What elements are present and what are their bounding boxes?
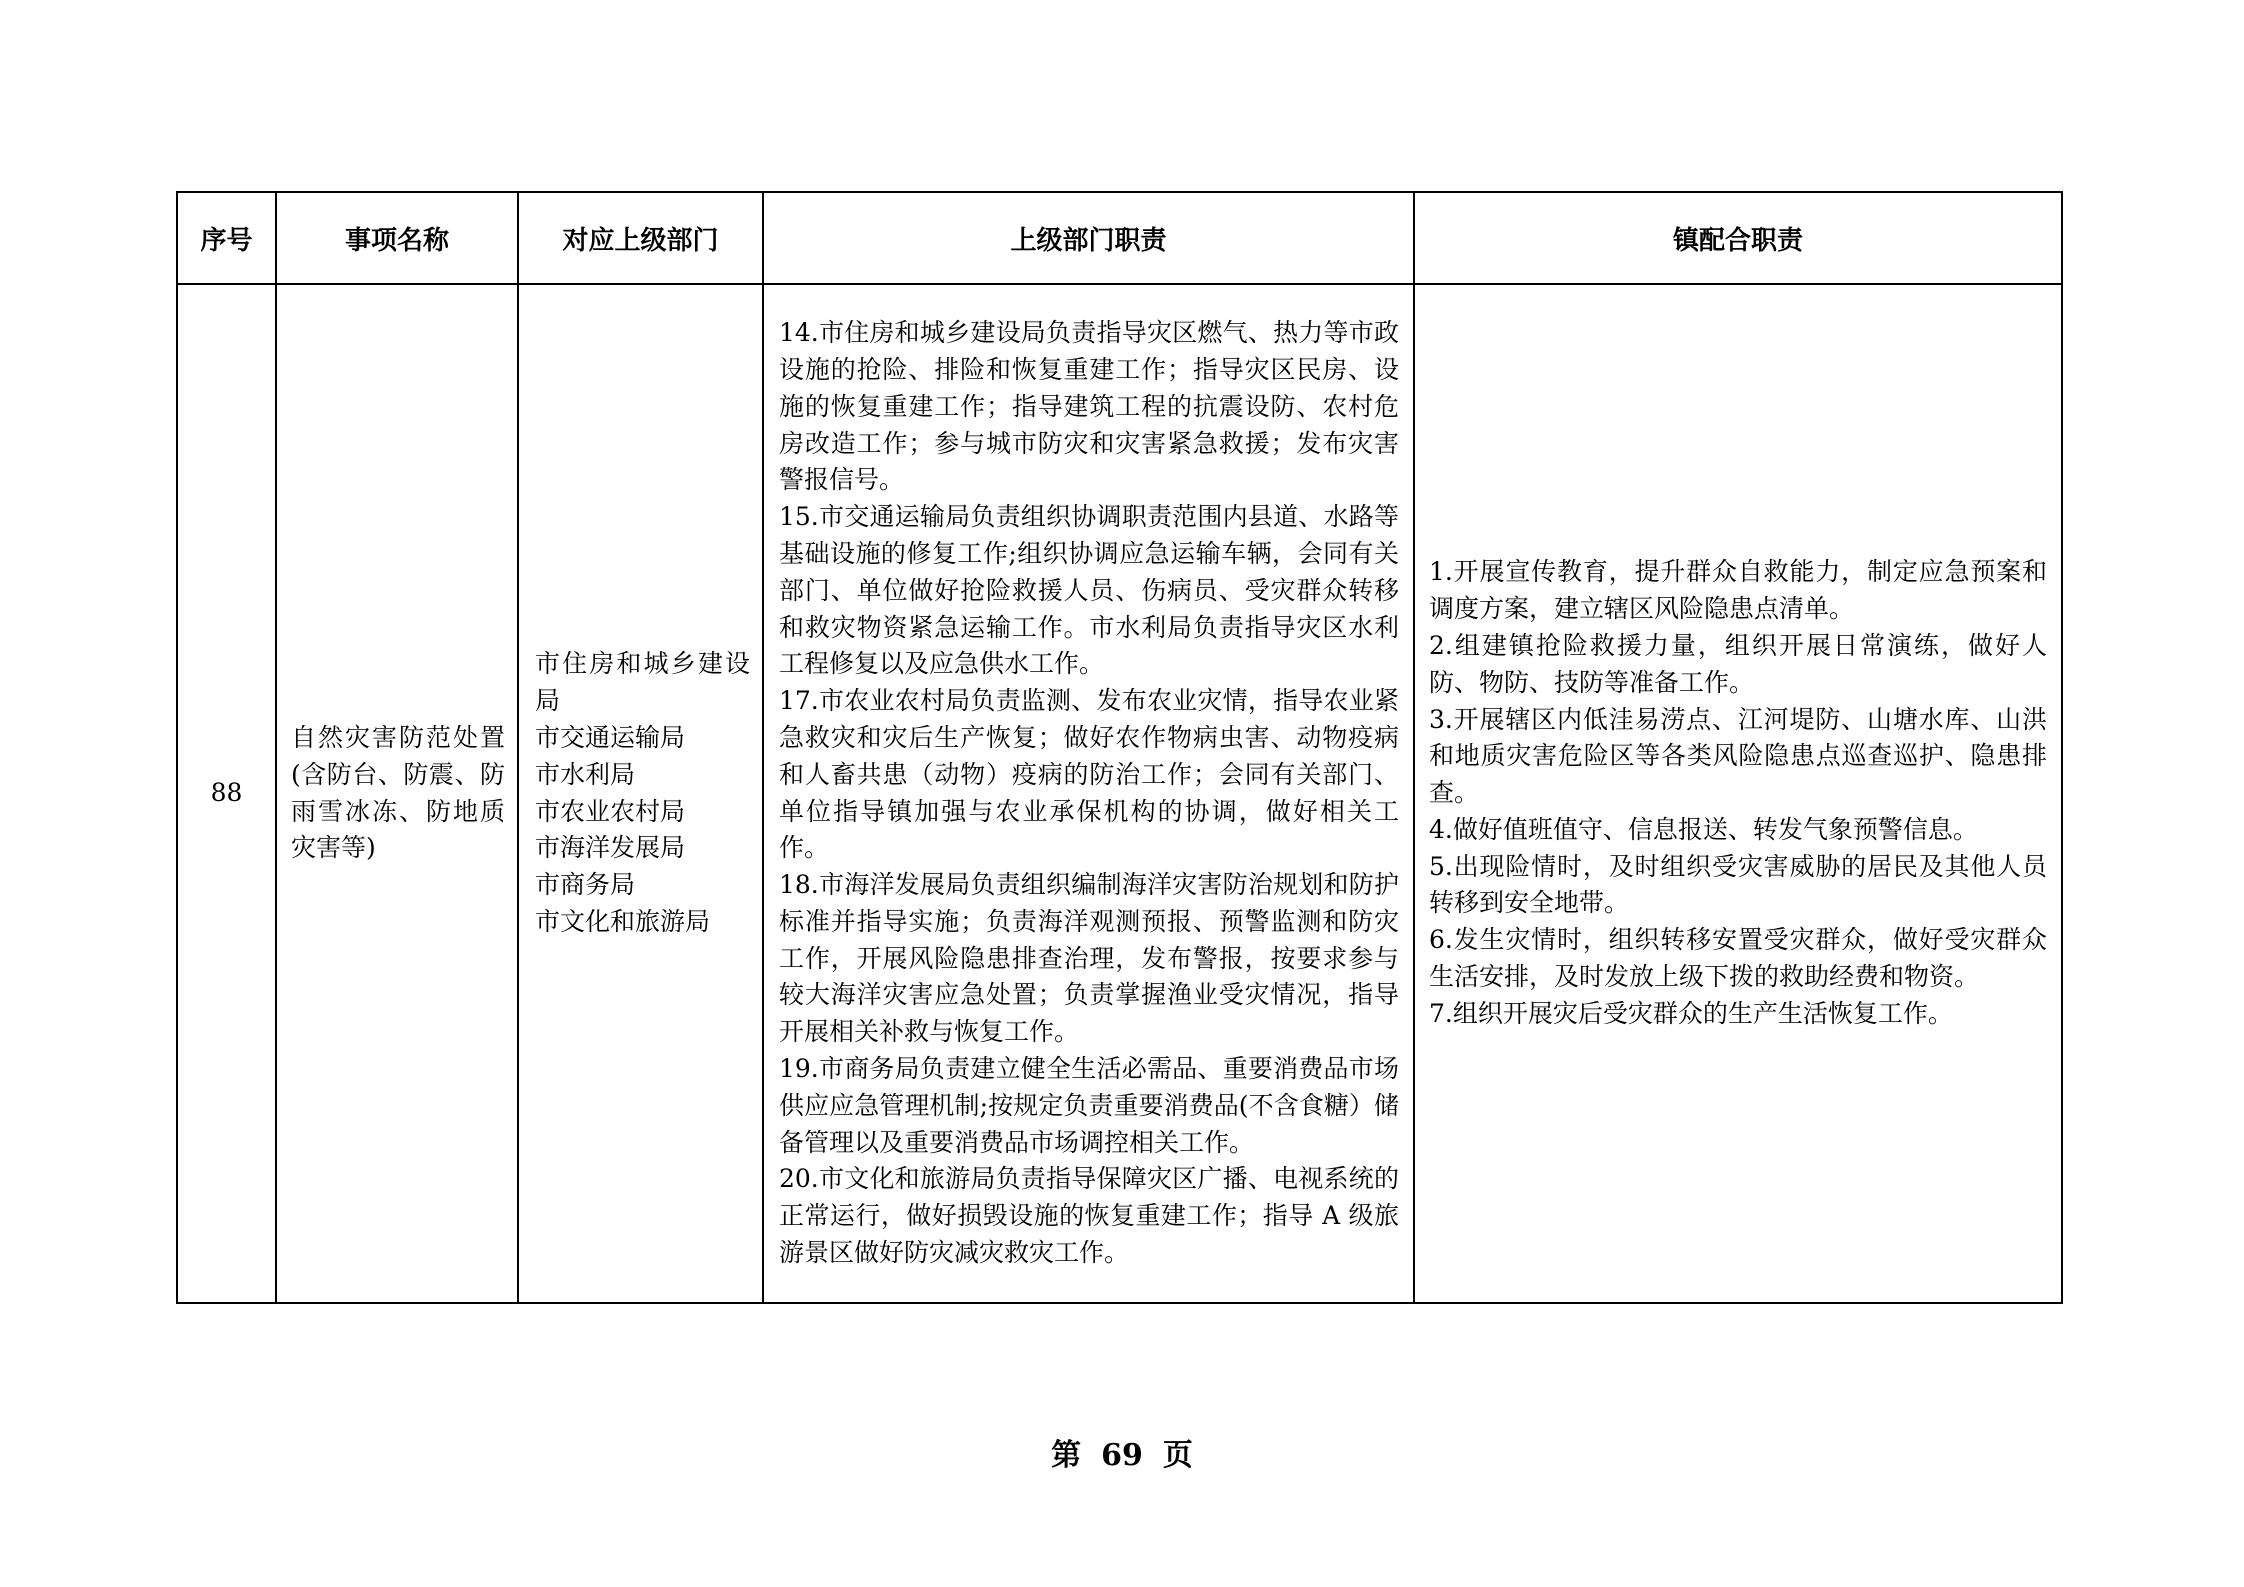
- header-upper-duties: 上级部门职责: [1010, 225, 1167, 256]
- upper-duties-cell: [764, 285, 1413, 1302]
- town-duty-item: 7.组织开展灾后受灾群众的生产生活恢复工作。: [1429, 998, 1953, 1028]
- town-duties-list: [1429, 554, 2047, 1032]
- departments-list: [535, 646, 750, 940]
- town-duty-item: 6.发生灾情时，组织转移安置受灾群众，做好受灾群众生活安排，及时发放上级下拨的救助经费和物资。: [1429, 925, 2047, 992]
- upper-duty-item: 20.市文化和旅游局负责指导保障灾区广播、电视系统的正常运行，做好损毁设施的恢复重建工作；指导 A 级旅游景区做好防灾减灾救灾工作。: [779, 1164, 1399, 1268]
- town-duty-item: 5.出现险情时，及时组织受灾害威胁的居民及其他人员转移到安全地带。: [1429, 851, 2047, 918]
- department-item: 市文化和旅游局: [535, 906, 711, 936]
- department-item: 市农业农村局: [535, 796, 686, 826]
- header-item-name: 事项名称: [344, 225, 449, 256]
- header-town-duties: 镇配合职责: [1672, 225, 1803, 256]
- department-item: 市商务局: [535, 870, 636, 900]
- item-name-cell: [277, 285, 517, 1302]
- item-name: 自然灾害防范处置(含防台、防震、防雨雪冰冻、防地质灾害等): [291, 722, 505, 863]
- upper-duty-item: 14.市住房和城乡建设局负责指导灾区燃气、热力等市政设施的抢险、排险和恢复重建工作；指导灾区民房、设施的恢复重建工作；指导建筑工程的抗震设防、农村危房改造工作；参与城市防灾和灾害紧急救援；发布灾害警报信号。: [779, 318, 1399, 495]
- upper-duty-item: 15.市交通运输局负责组织协调职责范围内县道、水路等基础设施的修复工作;组织协调应急运输车辆，会同有关部门、单位做好抢险救援人员、伤病员、受灾群众转移和救灾物资紧急运输工作。市水利局负责指导灾区水利工程修复以及应急供水工作。: [779, 502, 1399, 679]
- upper-duty-item: 18.市海洋发展局负责组织编制海洋灾害防治规划和防护标准并指导实施；负责海洋观测预报、预警监测和防灾工作，开展风险隐患排查治理，发布警报，按要求参与较大海洋灾害应急处置；负责掌握渔业受灾情况，指导开展相关补救与恢复工作。: [779, 870, 1399, 1047]
- town-duties-cell: [1415, 285, 2061, 1302]
- upper-duty-item: 17.市农业农村局负责监测、发布农业灾情，指导农业紧急救灾和灾后生产恢复；做好农作物病虫害、动物疫病和人畜共患（动物）疫病的防治工作；会同有关部门、单位指导镇加强与农业承保机构的协调，做好相关工作。: [779, 686, 1399, 863]
- page-footer: [0, 1430, 2244, 1474]
- page-suffix: 页: [1162, 1438, 1193, 1473]
- department-item: 市住房和城乡建设局: [535, 649, 750, 716]
- page-number: 69: [1101, 1438, 1143, 1473]
- header-index: 序号: [200, 225, 253, 256]
- town-duty-item: 3.开展辖区内低洼易涝点、江河堤防、山塘水库、山洪和地质灾害危险区等各类风险隐患点巡查巡护、隐患排查。: [1429, 704, 2047, 808]
- row-index-cell: [178, 285, 275, 1302]
- page-prefix: 第: [1051, 1438, 1082, 1473]
- upper-duties-list: [779, 315, 1399, 1272]
- department-item: 市海洋发展局: [535, 833, 686, 863]
- department-item: 市水利局: [535, 759, 636, 789]
- department-item: 市交通运输局: [535, 722, 686, 752]
- departments-cell: [519, 285, 762, 1302]
- town-duty-item: 2.组建镇抢险救援力量，组织开展日常演练，做好人防、物防、技防等准备工作。: [1429, 630, 2047, 697]
- town-duty-item: 1.开展宣传教育，提升群众自救能力，制定应急预案和调度方案，建立辖区风险隐患点清单。: [1429, 557, 2047, 624]
- responsibility-table: [176, 191, 2063, 1304]
- row-index: 88: [210, 778, 243, 808]
- upper-duty-item: 19.市商务局负责建立健全生活必需品、重要消费品市场供应应急管理机制;按规定负责重要消费品(不含食糖）储备管理以及重要消费品市场调控相关工作。: [779, 1054, 1399, 1157]
- header-departments: 对应上级部门: [562, 225, 719, 256]
- town-duty-item: 4.做好值班值守、信息报送、转发气象预警信息。: [1429, 814, 1978, 844]
